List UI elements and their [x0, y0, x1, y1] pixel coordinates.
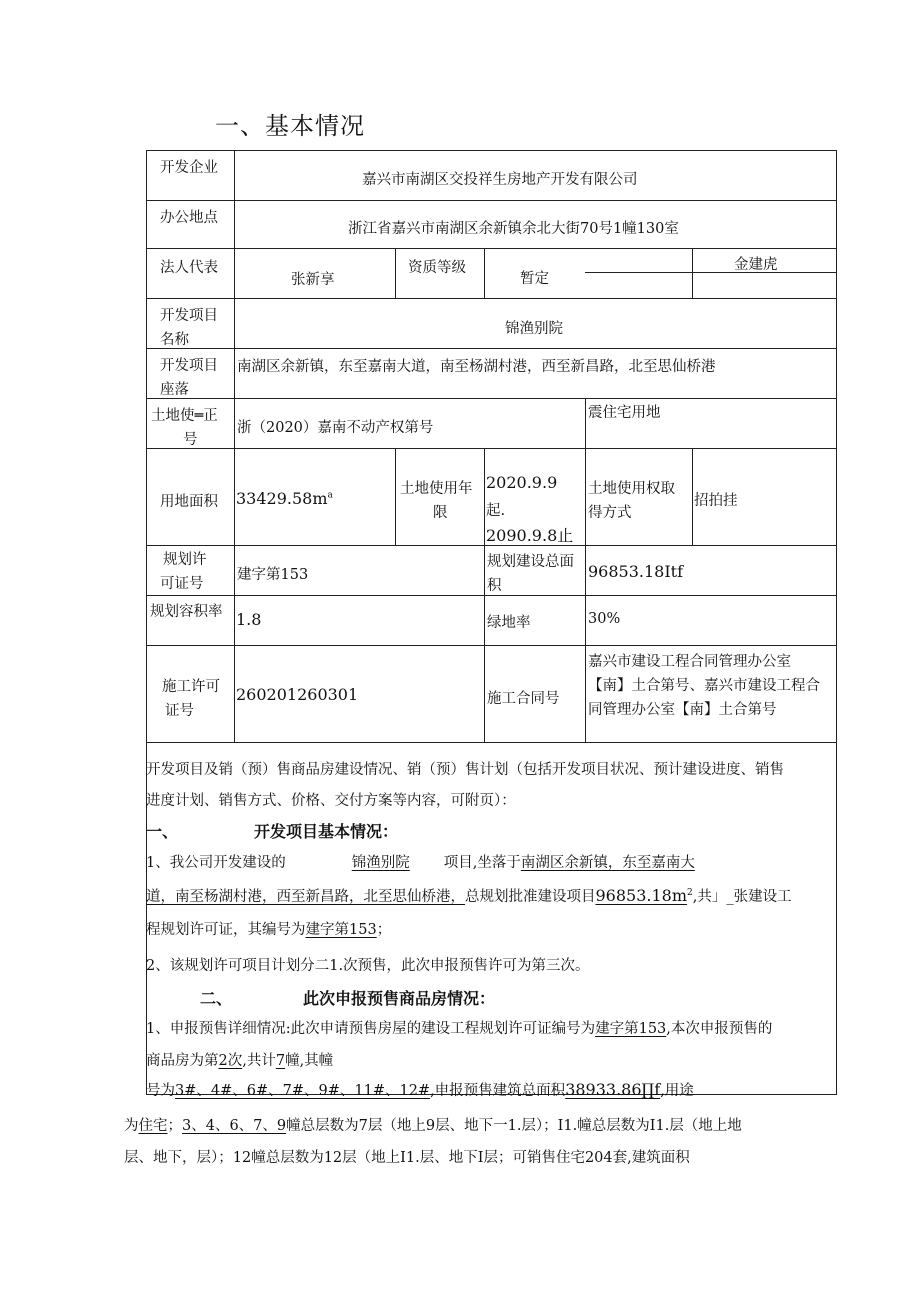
developer-value: 嘉兴市南湖区交投祥生房地产开发有限公司 — [362, 172, 638, 188]
paragraph3-line3: 号为3#、4#、6#、7#、9#、11#、12#,申报预售建筑总面积38933.86∏f,用途 — [146, 1080, 694, 1099]
qualification-value: 暂定 — [520, 271, 549, 287]
construct-permit-label-line1: 施工许可 — [162, 679, 220, 695]
project-name-value: 锦渔别院 — [505, 321, 563, 337]
contract-value-line3: 同管理办公室【南】土合第号 — [588, 702, 777, 718]
contact-value: 金建虎 — [734, 257, 778, 273]
land-cert-label-line1: 土地使═正 — [151, 408, 218, 424]
project-location-label-line1: 开发项目 — [160, 358, 218, 374]
project-location-label-line2: 座落 — [160, 382, 189, 398]
paragraph1-line3: 程规划许可证，其编号为建字第153； — [146, 922, 392, 938]
land-use-value: 震住宅用地 — [588, 405, 661, 421]
contract-value-line1: 嘉兴市建设工程合同管理办公室 — [588, 654, 791, 670]
land-term-label-line2: 限 — [433, 505, 448, 521]
legal-rep-label: 法人代表 — [160, 260, 218, 276]
paragraph2: 2、该规划许可项目计划分二1.次预售，此次申报预售许可为第三次。 — [146, 958, 590, 974]
land-cert-label-line2: 号 — [183, 432, 198, 448]
section1-number: 一、 — [146, 822, 179, 841]
page-title: 一、基本情况 — [215, 112, 365, 140]
developer-label: 开发企业 — [160, 160, 218, 176]
project-name-label-line2: 名称 — [160, 332, 189, 348]
land-term-end: 2090.9.8止 — [486, 526, 574, 545]
intro-line1: 开发项目及销（预）售商品房建设情况、销（预）售计划（包括开发项目状况、预计建设进度、销售 — [146, 762, 784, 778]
plan-permit-value: 建字第153 — [237, 567, 309, 583]
far-value: 1.8 — [236, 610, 262, 629]
paragraph3-line2: 商品房为第2次,共计7幢,其幢 — [146, 1053, 334, 1069]
acquire-label-line1: 土地使用权取 — [588, 481, 675, 497]
plan-area-label-line1: 规划建设总面 — [487, 554, 574, 570]
green-value: 30% — [588, 611, 621, 627]
paragraph1-line1: 1、我公司开发建设的 锦渔别院 项目,坐落于南湖区余新镇，东至嘉南大 — [146, 855, 695, 871]
paragraph4-line2: 层、地下，层）；12幢总层数为12层（地上I1.层、地下I层；可销售住宅204套,建筑面积 — [124, 1150, 690, 1166]
section1-title: 开发项目基本情况： — [254, 822, 399, 841]
qualification-label: 资质等级 — [408, 260, 466, 276]
paragraph1-line2: 道，南至杨湖村港，西至新昌路，北至思仙桥港，总规划批准建设项目$96853.18m^2$,共」_张建设工 — [146, 886, 792, 905]
paragraph3-line1: 1、申报预售详细情况:此次申请预售房屋的建设工程规划许可证编号为建字第153,本次申报预售的 — [146, 1021, 773, 1037]
land-term-label-line1: 土地使用年 — [400, 481, 473, 497]
green-label: 绿地率 — [487, 615, 531, 631]
land-area-label: 用地面积 — [160, 494, 218, 510]
land-area-value: $33429.58m^a$ — [236, 489, 333, 508]
contract-label: 施工合同号 — [487, 691, 560, 707]
land-term-from: 起. — [486, 503, 506, 519]
construct-permit-label-line2: 证号 — [165, 703, 194, 719]
land-cert-value: 浙（2020）嘉南不动产权第号 — [237, 420, 434, 436]
acquire-label-line2: 得方式 — [588, 505, 632, 521]
land-term-start: 2020.9.9 — [486, 473, 558, 492]
acquire-value: 招拍挂 — [694, 493, 738, 509]
plan-permit-label-line1: 规划许 — [163, 552, 207, 568]
office-value: 浙江省嘉兴市南湖区余新镇余北大街70号1幢130室 — [348, 221, 679, 237]
plan-area-value: 96853.18Itf — [588, 562, 684, 581]
office-label: 办公地点 — [160, 210, 218, 226]
project-name-label-line1: 开发项目 — [160, 308, 218, 324]
far-label: 规划容积率 — [150, 604, 223, 620]
contract-value-line2: 【南】土合第号、嘉兴市建设工程合 — [588, 678, 820, 694]
section2-title: 此次申报预售商品房情况： — [303, 989, 496, 1008]
plan-area-label-line2: 积 — [487, 578, 502, 594]
project-location-value: 南湖区余新镇，东至嘉南大道，南至杨湖村港，西至新昌路，北至思仙桥港 — [237, 359, 716, 375]
legal-rep-value: 张新享 — [291, 272, 335, 288]
paragraph4-line1: 为住宅；3、4、6、7、9幢总层数为7层（地上9层、地下一1.层）；I1.幢总层数为I1.层（地上地 — [124, 1118, 742, 1134]
plan-permit-label-line2: 可证号 — [160, 576, 204, 592]
construct-permit-value: 260201260301 — [236, 685, 359, 704]
section2-number: 二、 — [200, 989, 233, 1008]
intro-line2: 进度计划、销售方式、价格、交付方案等内容，可附页）： — [146, 793, 516, 809]
